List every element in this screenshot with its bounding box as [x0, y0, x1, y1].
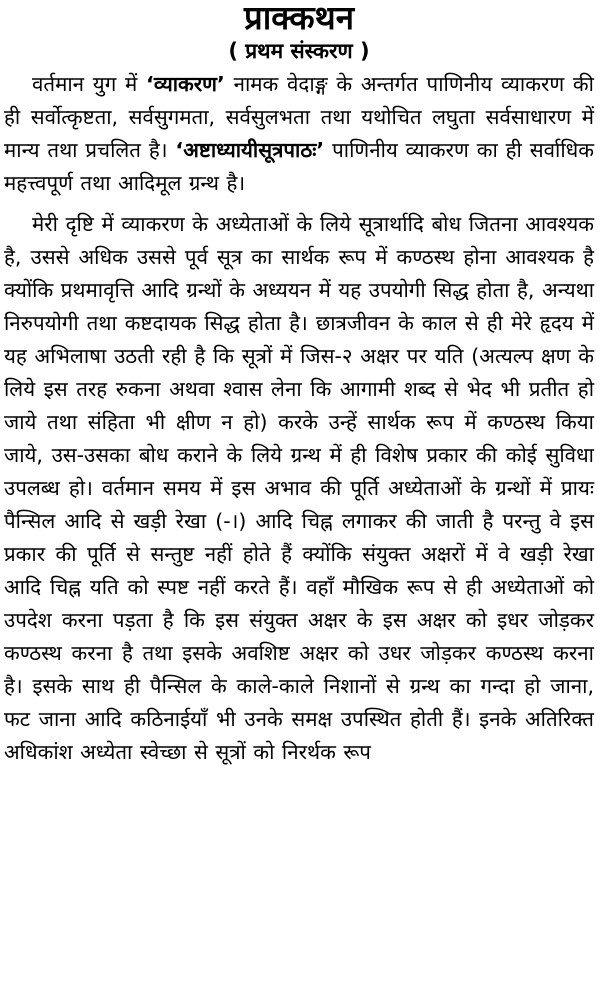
paragraph-2: मेरी दृष्टि में व्याकरण के अध्येताओं के लिये सूत्रार्थादि बोध जितना आवश्यक है, उससे अधिक उससे पूर्व सूत्र का सार्थक रूप में कण्ठस्थ होना आवश्यक है क्योंकि प्रथमावृत्ति आदि ग्रन्थों के अध्ययन में यह उपयोगी सिद्ध होता है, अन्यथा निरुपयोगी तथा कष्टदायक सिद्ध होता है। छात्रजीवन के काल से ही मेरे हृदय में यह अभिलाषा उठती रही है कि सूत्रों में जिस-२ अक्षर पर यति (अत्यल्प क्षण के लिये इस तरह रुकना अथवा श्वास लेना कि आगामी शब्द से भेद भी प्रतीत हो जाये तथा संहिता भी क्षीण न हो) करके उन्हें सार्थक रूप में कण्ठस्थ किया जाये, उस-उसका बोध कराने के लिये ग्रन्थ में ही विशेष प्रकार की कोई सुविधा उपलब्ध हो। वर्तमान समय में इस अभाव की पूर्ति अध्येताओं के ग्रन्थों में प्रायः पैन्सिल आदि से खड़ी रेखा (-।) आदि चिह्न लगाकर की जाती है परन्तु वे इस प्रकार की पूर्ति से सन्तुष्ट नहीं होते हैं क्योंकि संयुक्त अक्षरों में वे खड़ी रेखा आदि चिह्न यति को स्पष्ट नहीं करते हैं। वहाँ मौखिक रूप से ही अध्येताओं को उपदेश करना पड़ता है कि इस संयुक्त अक्षर के इस अक्षर को इधर जोड़कर कण्ठस्थ करना है तथा इसके अवशिष्ट अक्षर को उधर जोड़कर कण्ठस्थ करना है। इसके साथ ही पैन्सिल के काले-काले निशानों से ग्रन्थ का गन्दा हो जाना, फट जाना आदि कठिनाईयाँ भी उनके समक्ष उपस्थित होती हैं। इनके अतिरिक्त अधिकांश अध्येता स्वेच्छा से सूत्रों को निरर्थक रूप [4, 212, 594, 764]
page-subtitle: ( प्रथम संस्करण ) [228, 39, 370, 63]
paragraph-1 [4, 68, 594, 200]
paragraph-1-end: पाणिनीय व्याकरण का ही सर्वाधिक महत्त्वपूर्ण तथा आदिमूल ग्रन्थ है। [4, 138, 594, 195]
page-title: प्राक्कथन [243, 0, 355, 37]
term-vyakaran: ‘व्याकरण’ [146, 72, 225, 96]
paragraph-1-mid: नामक वेदाङ्ग के अन्तर्गत पाणिनीय व्याकरण की ही सर्वोत्कृष्टता, सर्वसुगमता, सर्वसुलभता तथा यथोचित लघुता सर्वसाधारण में मान्य तथा प्रचलित है। [4, 72, 594, 162]
term-ashtadhyayi: ‘अष्टाध्यायीसूत्रपाठः’ [175, 138, 325, 162]
paragraph-1-start: वर्तमान युग में [32, 72, 147, 96]
